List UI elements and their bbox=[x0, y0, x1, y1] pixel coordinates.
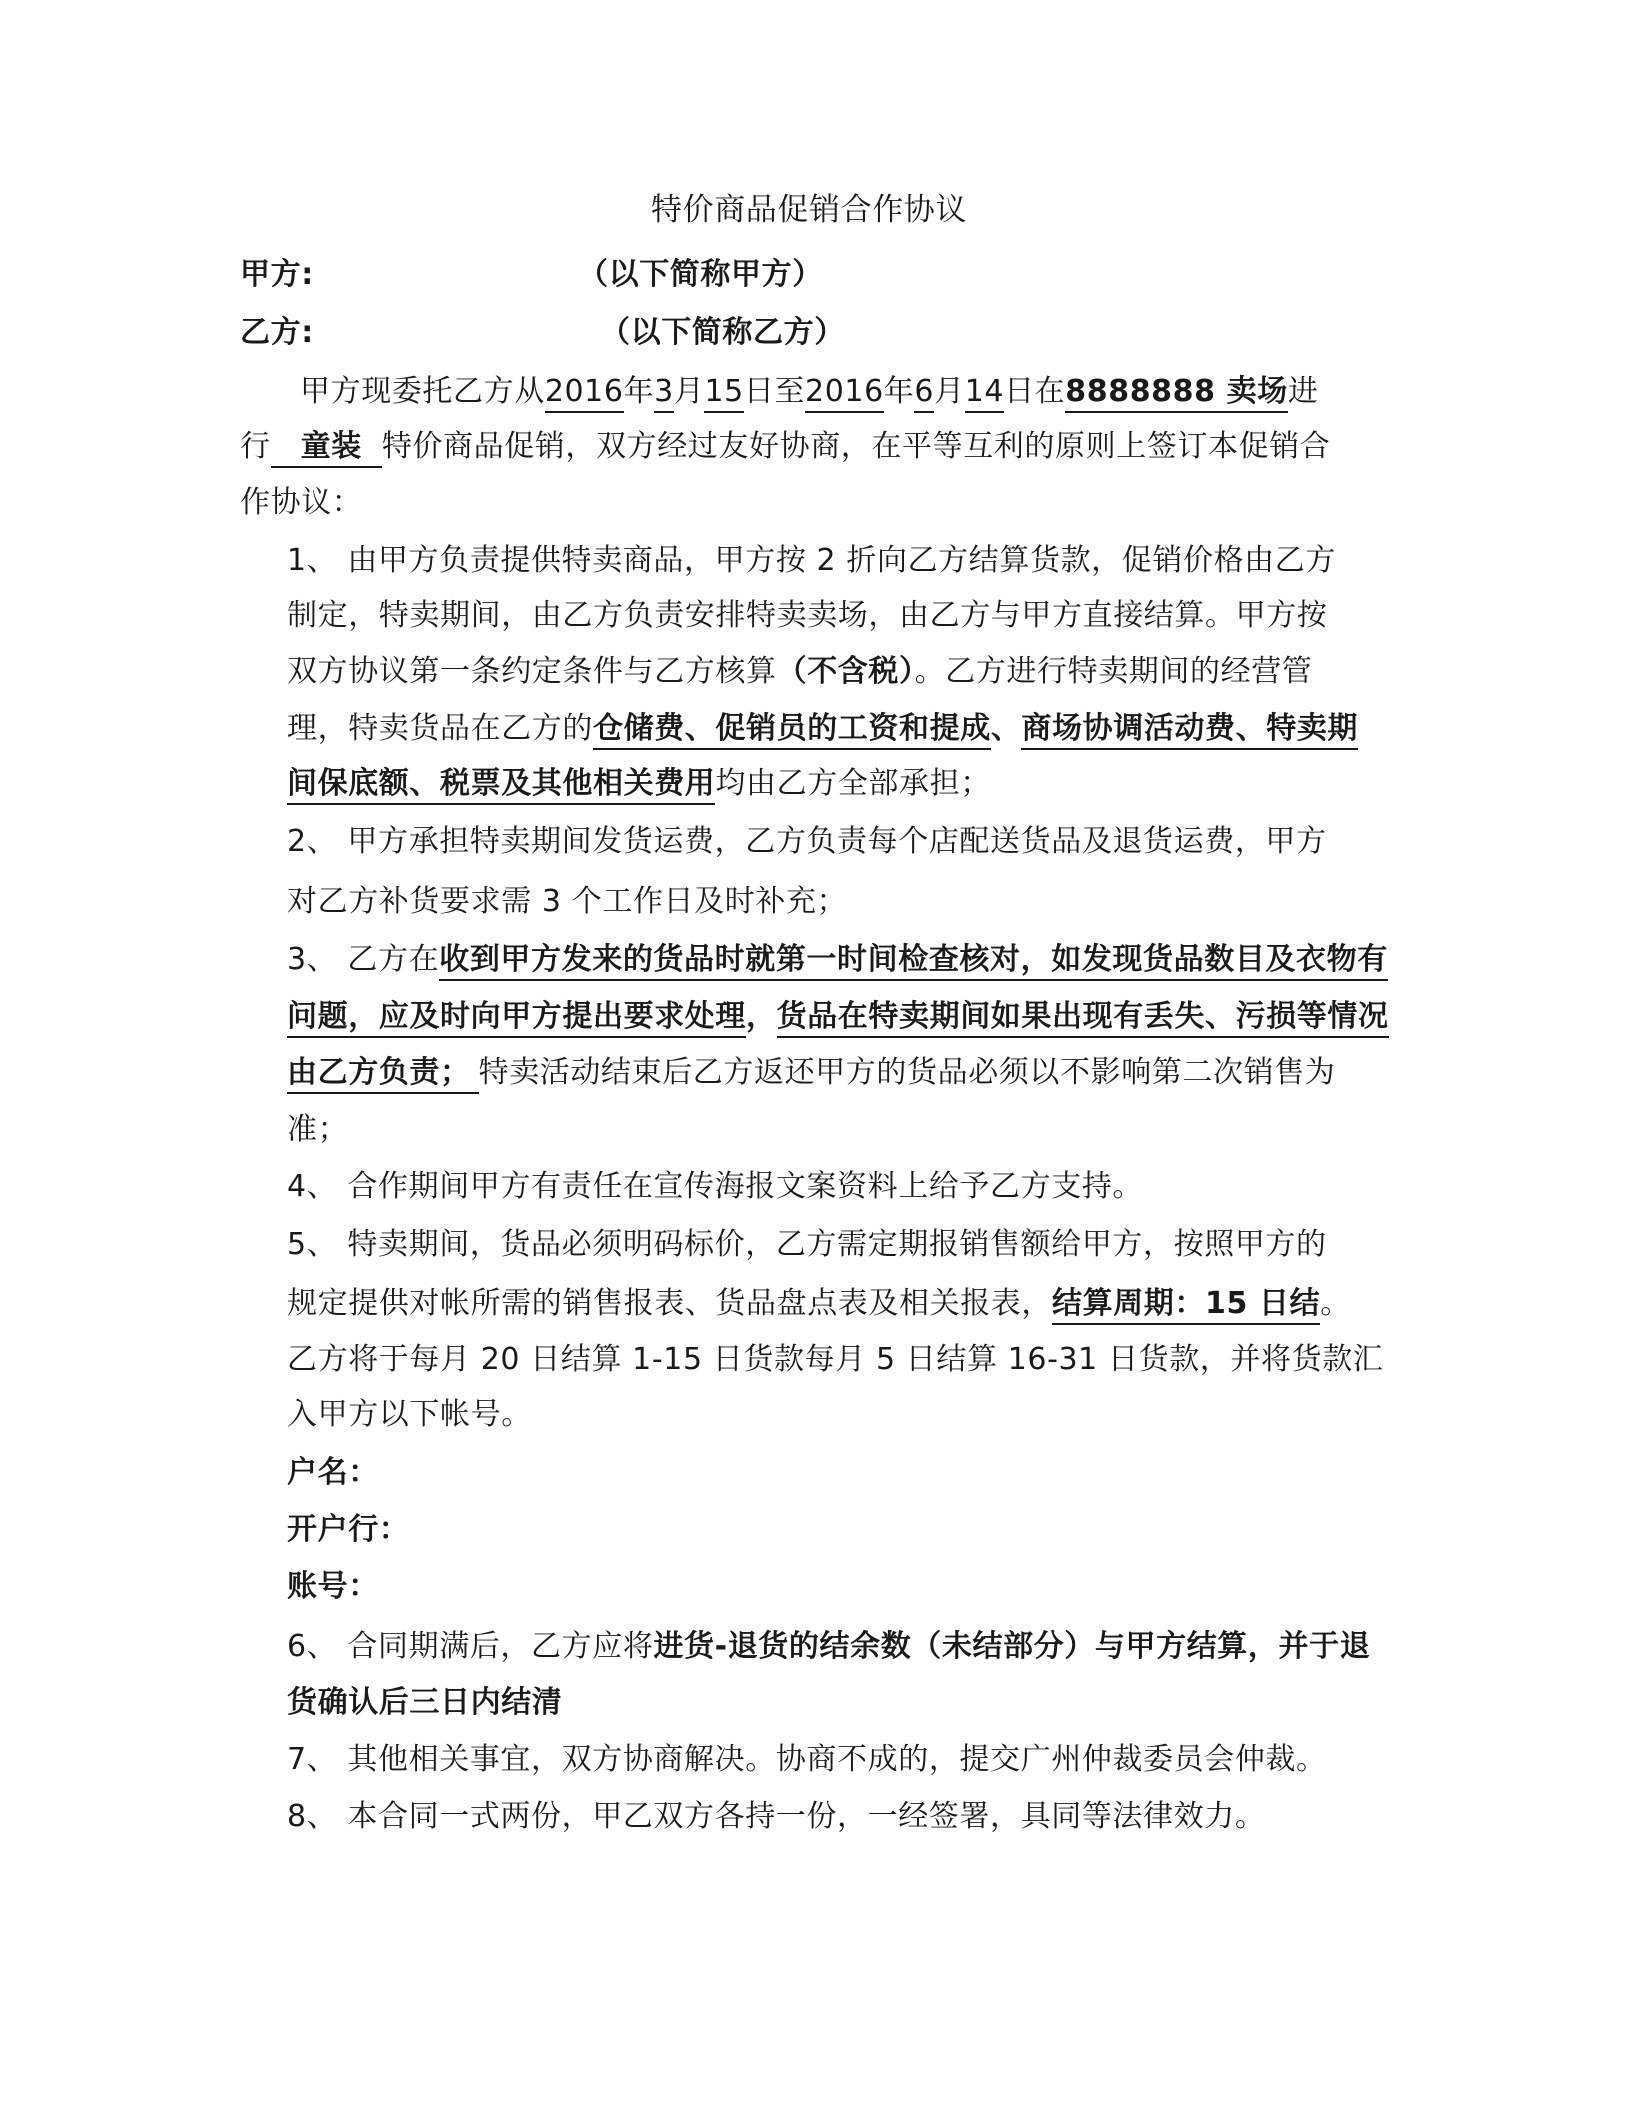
clause-text: 3、 乙方在 bbox=[287, 942, 440, 977]
start-month: 3 bbox=[654, 374, 674, 413]
fee-items: 仓储费、促销员的工资和提成 bbox=[593, 711, 991, 750]
clause-text: 6、 合同期满后，乙方应将 bbox=[287, 1629, 654, 1664]
clause-3-line-1 bbox=[287, 940, 1388, 980]
clause-1-line-2: 制定，特卖期间，由乙方负责安排特卖卖场，由乙方与甲方直接结算。甲方按 bbox=[287, 598, 1328, 633]
end-month: 6 bbox=[914, 374, 934, 413]
document-title: 特价商品促销合作协议 bbox=[651, 192, 967, 228]
intro-text: 进 bbox=[1287, 374, 1319, 409]
clause-8-line-1: 8、 本合同一式两份，甲乙双方各持一份，一经签署，具同等法律效力。 bbox=[287, 1799, 1266, 1834]
final-settlement: 进货-退货的结余数（未结部分）与甲方结算，并于退 bbox=[653, 1629, 1371, 1664]
intro-text: 行 bbox=[240, 429, 271, 464]
intro-text: 年 bbox=[883, 374, 915, 409]
intro-text: 月 bbox=[934, 374, 965, 409]
account-name-label: 户名： bbox=[287, 1455, 379, 1490]
intro-text: 日至 bbox=[743, 374, 806, 409]
inspection-terms: 问题，应及时向甲方提出要求处理 bbox=[287, 999, 746, 1038]
clause-4-line-1: 4、 合作期间甲方有责任在宣传海报文案资料上给予乙方支持。 bbox=[287, 1169, 1144, 1204]
clause-5-line-4: 入甲方以下帐号。 bbox=[287, 1397, 532, 1432]
clause-text: 规定提供对帐所需的销售报表、货品盘点表及相关报表， bbox=[287, 1286, 1052, 1321]
account-bank-label: 开户行： bbox=[287, 1512, 410, 1547]
clause-2-line-2: 对乙方补货要求需 3 个工作日及时补充； bbox=[287, 884, 848, 919]
clause-5-line-2 bbox=[287, 1284, 1351, 1324]
clause-3-line-4: 准； bbox=[287, 1112, 349, 1147]
intro-text: 特价商品促销，双方经过友好协商，在平等互利的原则上签订本促销合 bbox=[381, 429, 1331, 464]
clause-text: 。乙方进行特卖期间的经营管 bbox=[914, 654, 1313, 689]
clause-6-line-2: 货确认后三日内结清 bbox=[287, 1685, 563, 1720]
clause-text: 双方协议第一条约定条件与乙方核算 bbox=[287, 654, 777, 689]
fee-items: 商场协调活动费、特卖期 bbox=[1021, 711, 1358, 750]
party-a-note: （以下简称甲方） bbox=[578, 257, 823, 292]
account-number-label: 账号： bbox=[287, 1569, 379, 1604]
start-year: 2016 bbox=[545, 374, 624, 413]
intro-line-2 bbox=[240, 427, 1330, 467]
clause-3-line-3 bbox=[287, 1053, 1335, 1093]
party-b-note: （以下简称乙方） bbox=[600, 315, 845, 350]
end-day: 14 bbox=[965, 374, 1004, 413]
tax-note: （不含税） bbox=[776, 654, 915, 689]
intro-line-1 bbox=[300, 372, 1318, 412]
intro-text: 甲方现委托乙方从 bbox=[300, 374, 545, 409]
clause-3-line-2 bbox=[287, 997, 1389, 1037]
start-day: 15 bbox=[704, 374, 743, 413]
clause-1-line-4 bbox=[287, 709, 1358, 749]
clause-7-line-1: 7、 其他相关事宜，双方协商解决。协商不成的，提交广州仲裁委员会仲裁。 bbox=[287, 1742, 1327, 1777]
clause-5-line-1: 5、 特卖期间，货品必须明码标价，乙方需定期报销售额给甲方，按照甲方的 bbox=[287, 1227, 1327, 1262]
clause-1-line-3 bbox=[287, 652, 1312, 692]
loss-terms: 由乙方负责； bbox=[287, 1055, 479, 1094]
intro-text: 日在 bbox=[1004, 374, 1066, 409]
fee-items: 间保底额、税票及其他相关费用 bbox=[287, 766, 715, 805]
clause-text: 特卖活动结束后乙方返还甲方的货品必须以不影响第二次销售为 bbox=[478, 1055, 1336, 1090]
inspection-terms: 收到甲方发来的货品时就第一时间检查核对，如发现货品数目及衣物有 bbox=[439, 942, 1388, 981]
intro-text: 年 bbox=[623, 374, 655, 409]
clause-text: 。 bbox=[1320, 1286, 1351, 1321]
end-year: 2016 bbox=[805, 374, 884, 413]
party-b-label: 乙方: bbox=[240, 315, 314, 350]
category: 童装 bbox=[271, 429, 382, 468]
clause-text: 理，特卖货品在乙方的 bbox=[287, 711, 593, 746]
clause-5-line-3: 乙方将于每月 20 日结算 1-15 日货款每月 5 日结算 16-31 日货款，并将货款汇 bbox=[287, 1342, 1384, 1377]
clause-2-line-1: 2、 甲方承担特卖期间发货运费，乙方负责每个店配送货品及退货运费，甲方 bbox=[287, 824, 1327, 859]
intro-text: 月 bbox=[673, 374, 705, 409]
party-a-label: 甲方: bbox=[240, 257, 314, 292]
clause-1-line-1: 1、 由甲方负责提供特卖商品，甲方按 2 折向乙方结算货款，促销价格由乙方 bbox=[287, 543, 1336, 578]
clause-text: ， bbox=[746, 999, 777, 1034]
clause-1-line-5 bbox=[287, 764, 991, 804]
venue: 8888888 卖场 bbox=[1065, 374, 1288, 413]
settlement-period: 结算周期：15 日结 bbox=[1052, 1286, 1320, 1325]
loss-terms: 货品在特卖期间如果出现有丢失、污损等情况 bbox=[777, 999, 1389, 1038]
intro-line-3: 作协议： bbox=[240, 485, 363, 520]
clause-text: 均由乙方全部承担； bbox=[715, 766, 991, 801]
clause-6-line-1 bbox=[287, 1627, 1370, 1667]
clause-text: 、 bbox=[990, 711, 1022, 746]
